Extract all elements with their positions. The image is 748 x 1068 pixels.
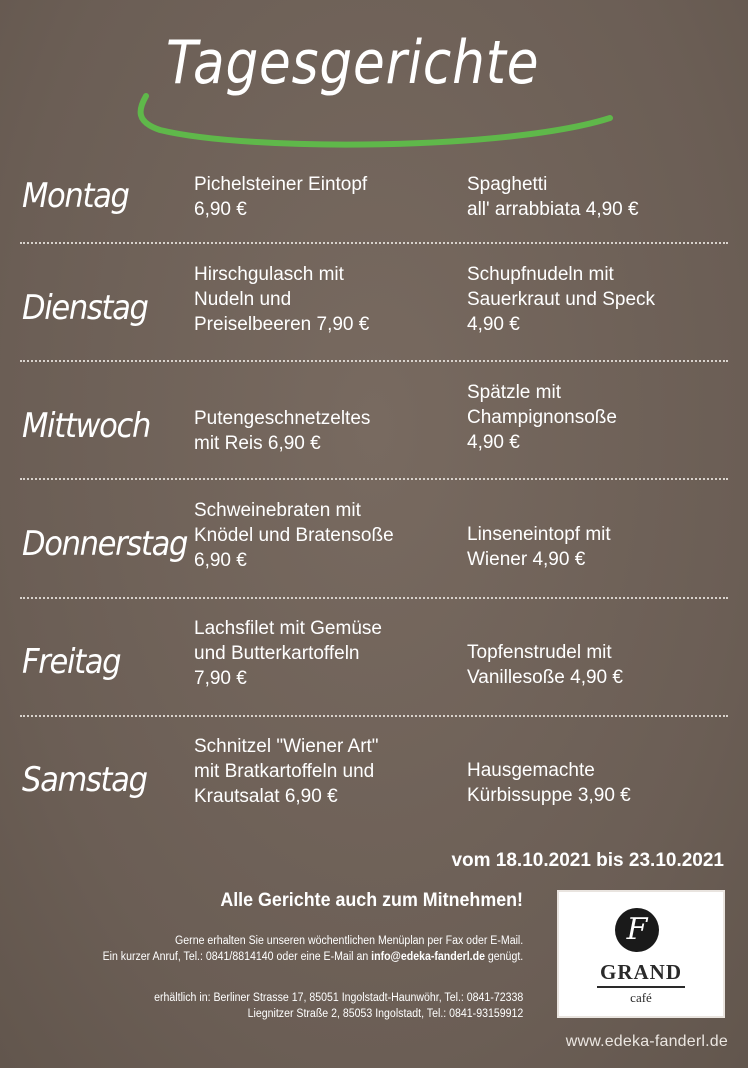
day-label: Freitag — [22, 642, 121, 682]
dish-main: Putengeschnetzeltes mit Reis 6,90 € — [194, 408, 371, 454]
dotted-divider — [20, 478, 728, 480]
address-line: erhältlich in: Berliner Strasse 17, 85051 Ingolstadt-Haunwöhr, Tel.: 0841-72338 — [153, 992, 523, 1004]
day-label: Donnerstag — [22, 524, 188, 564]
dotted-divider — [20, 360, 728, 362]
logo-subtitle: café — [630, 990, 652, 1005]
contact-info — [102, 933, 523, 965]
day-label: Samstag — [22, 760, 147, 800]
logo-initial: F — [615, 908, 659, 952]
logo-name: GRAND — [600, 960, 682, 984]
dotted-divider — [20, 715, 728, 717]
header — [130, 28, 620, 138]
dish-main: Pichelsteiner Eintopf 6,90 € — [194, 174, 368, 220]
dish-main: Schweinebraten mit Knödel und Bratensoße 6,90 € — [194, 500, 394, 571]
grand-cafe-logo-icon — [557, 890, 725, 1018]
address-line: Liegnitzer Straße 2, 85053 Ingolstadt, Tel.: 0841-93159912 — [247, 1008, 523, 1020]
contact-phone-text: Ein kurzer Anruf, Tel.: 0841/8814140 oder eine E-Mail an — [102, 951, 371, 963]
dish-alternative: Topfenstrudel mit Vanillesoße 4,90 € — [467, 642, 623, 688]
contact-suffix-text: genügt. — [484, 951, 523, 963]
dish-alternative: Spaghetti all' arrabbiata 4,90 € — [467, 174, 639, 220]
day-label: Mittwoch — [22, 406, 151, 446]
store-addresses — [154, 990, 523, 1022]
dish-alternative: Linseneintopf mit Wiener 4,90 € — [467, 524, 611, 570]
dish-alternative: Spätzle mit Champignonsoße 4,90 € — [467, 382, 617, 453]
validity-date-range: vom 18.10.2021 bis 23.10.2021 — [451, 850, 724, 871]
dish-main: Lachsfilet mit Gemüse und Butterkartoffeln 7,90 € — [194, 618, 382, 689]
contact-info-line — [102, 949, 523, 965]
day-label: Dienstag — [22, 288, 148, 328]
dish-alternative: Schupfnudeln mit Sauerkraut und Speck 4,90 € — [467, 264, 656, 335]
takeaway-notice: Alle Gerichte auch zum Mitnehmen! — [220, 890, 523, 911]
dotted-divider — [20, 597, 728, 599]
day-label: Montag — [22, 176, 129, 216]
dish-main: Hirschgulasch mit Nudeln und Preiselbeeren 7,90 € — [194, 264, 370, 335]
logo-divider — [597, 986, 685, 988]
website-link[interactable]: www.edeka-fanderl.de — [565, 1033, 728, 1050]
dish-alternative: Hausgemachte Kürbissuppe 3,90 € — [467, 760, 631, 806]
contact-email-link[interactable]: info@edeka-fanderl.de — [370, 951, 485, 963]
page-title: Tagesgerichte — [166, 28, 540, 98]
dish-main: Schnitzel "Wiener Art" mit Bratkartoffeln und Krautsalat 6,90 € — [194, 736, 379, 807]
dotted-divider — [20, 242, 728, 244]
contact-info-line: Gerne erhalten Sie unseren wöchentlichen Menüplan per Fax oder E-Mail. — [174, 935, 523, 947]
